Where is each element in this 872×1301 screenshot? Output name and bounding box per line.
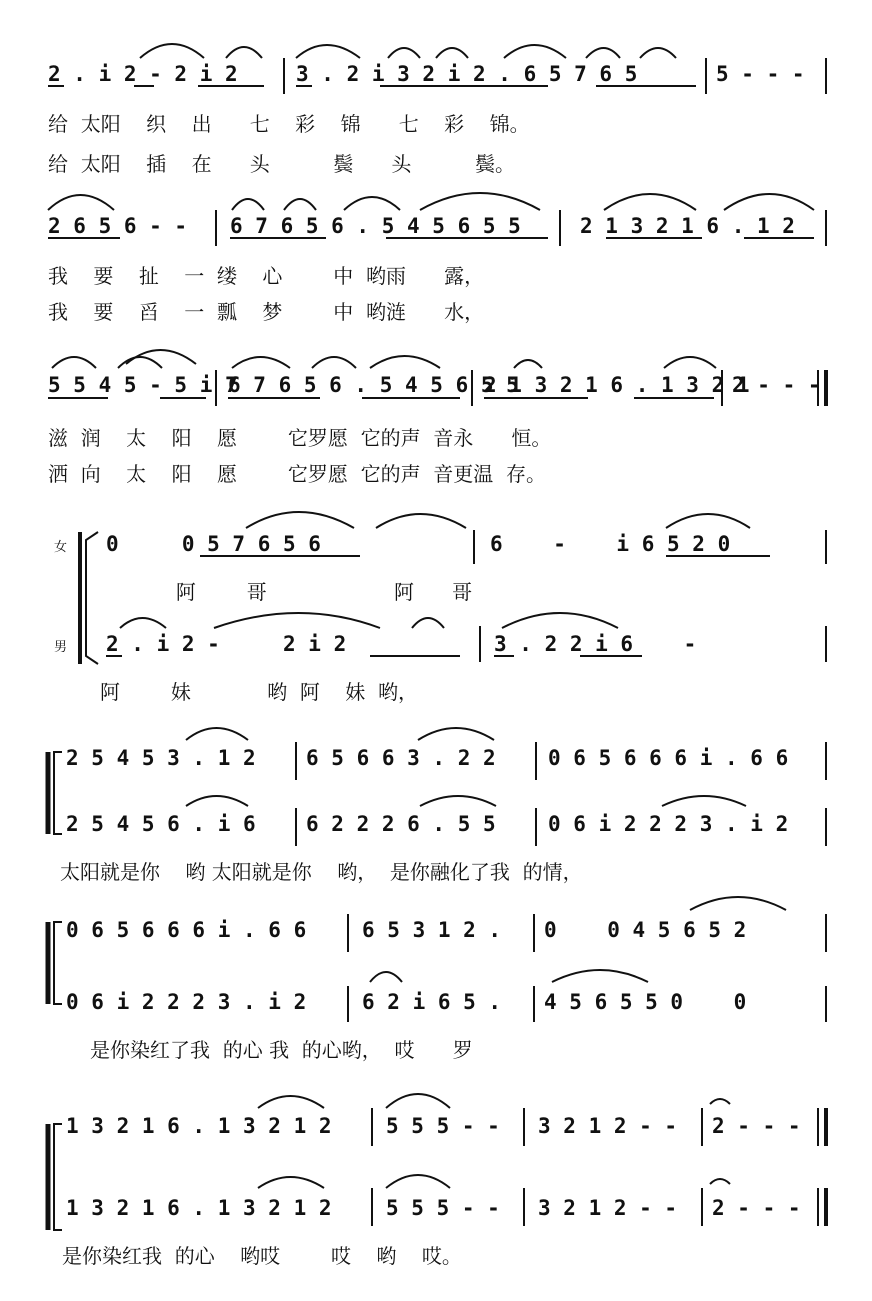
female-measure-notes: 2 - - -: [712, 1114, 801, 1138]
male-measure-notes: 2 5 4 5 6 . i 6: [66, 812, 256, 836]
male-measure-notes: 5 5 5 - -: [386, 1196, 500, 1220]
female-measure-notes: 3 2 1 2 - -: [538, 1114, 678, 1138]
lyric-verse-2: 我 要 舀 一 瓢 梦 中 哟涟 水，: [48, 300, 485, 324]
male-measure-notes: 6 2 i 6 5 .: [362, 990, 502, 1014]
female-measure-notes: 5 5 5 - -: [386, 1114, 500, 1138]
measure-10-notes: 2 - - -: [732, 373, 821, 397]
lyric: 是你染红我 的心 哟哎 哎 哟 哎。: [62, 1244, 462, 1268]
male-measure-notes: 6 2 2 2 6 . 5 5: [306, 812, 496, 836]
lyric-verse-2: 洒 向 太 阳 愿 它罗愿 它的声 音更温 存。: [48, 462, 547, 486]
measure-5-notes: 6 7 6 5 6 . 5 4 5 6 5 5: [230, 214, 521, 238]
female-measure-notes: 0 6 5 6 6 6 i . 6 6: [66, 918, 307, 942]
measure-4-notes: 2 6 5 6 - -: [48, 214, 188, 238]
female-measure-1-notes: 0 0 5 7 6 5 6: [106, 532, 321, 556]
male-measure-2-notes: 3 . 2 2 i 6 -: [494, 632, 697, 656]
male-lyric: 阿 妹 哟 阿 妹 哟，: [100, 680, 419, 704]
male-measure-1-notes: 2 . i 2 - 2 i 2: [106, 632, 347, 656]
measure-7-notes: 5 5 4 5 - 5 i 7: [48, 373, 238, 397]
measure-2-notes: 3 . 2 i 3 2 i 2 . 6 5 7 6 5: [296, 62, 638, 86]
female-measure-2-notes: 6 - i 6 5 2 0: [490, 532, 731, 556]
female-measure-notes: 2 5 4 5 3 . 1 2: [66, 746, 256, 770]
lyric-verse-2: 给 太阳 插 在 头 鬓 头 鬓。: [48, 152, 516, 176]
female-voice-label: 女: [54, 540, 68, 555]
lyric-verse-1: 滋 润 太 阳 愿 它罗愿 它的声 音永 恒。: [48, 426, 552, 450]
female-measure-notes: 0 6 5 6 6 6 i . 6 6: [548, 746, 789, 770]
male-measure-notes: 0 6 i 2 2 2 3 . i 2: [548, 812, 789, 836]
lyric-verse-1: 给 太阳 织 出 七 彩 锦 七 彩 锦。: [48, 112, 530, 136]
female-measure-notes: 6 5 3 1 2 .: [362, 918, 502, 942]
measure-8-notes: 6 7 6 5 6 . 5 4 5 6 5 5: [228, 373, 519, 397]
measure-9-notes: 2 1 3 2 1 6 . 1 3 2 1: [484, 373, 750, 397]
male-measure-notes: 1 3 2 1 6 . 1 3 2 1 2: [66, 1196, 332, 1220]
lyric: 是你染红了我 的心 我 的心哟， 哎 罗: [90, 1038, 473, 1062]
measure-6-notes: 2 1 3 2 1 6 . 1 2: [580, 214, 795, 238]
male-measure-notes: 3 2 1 2 - -: [538, 1196, 678, 1220]
female-measure-notes: 0 0 4 5 6 5 2: [544, 918, 747, 942]
male-voice-label: 男: [54, 640, 68, 655]
male-measure-notes: 0 6 i 2 2 2 3 . i 2: [66, 990, 307, 1014]
male-measure-notes: 2 - - -: [712, 1196, 801, 1220]
measure-1-notes: 2 . i 2 - 2 i 2: [48, 62, 238, 86]
measure-3-notes: 5 - - -: [716, 62, 805, 86]
male-measure-notes: 4 5 6 5 5 0 0: [544, 990, 747, 1014]
female-measure-notes: 6 5 6 6 3 . 2 2: [306, 746, 496, 770]
female-lyric: 阿 哥 阿 哥: [106, 580, 473, 604]
lyric-verse-1: 我 要 扯 一 缕 心 中 哟雨 露，: [48, 264, 485, 288]
female-measure-notes: 1 3 2 1 6 . 1 3 2 1 2: [66, 1114, 332, 1138]
lyric: 太阳就是你 哟 太阳就是你 哟， 是你融化了我 的情，: [60, 860, 583, 884]
